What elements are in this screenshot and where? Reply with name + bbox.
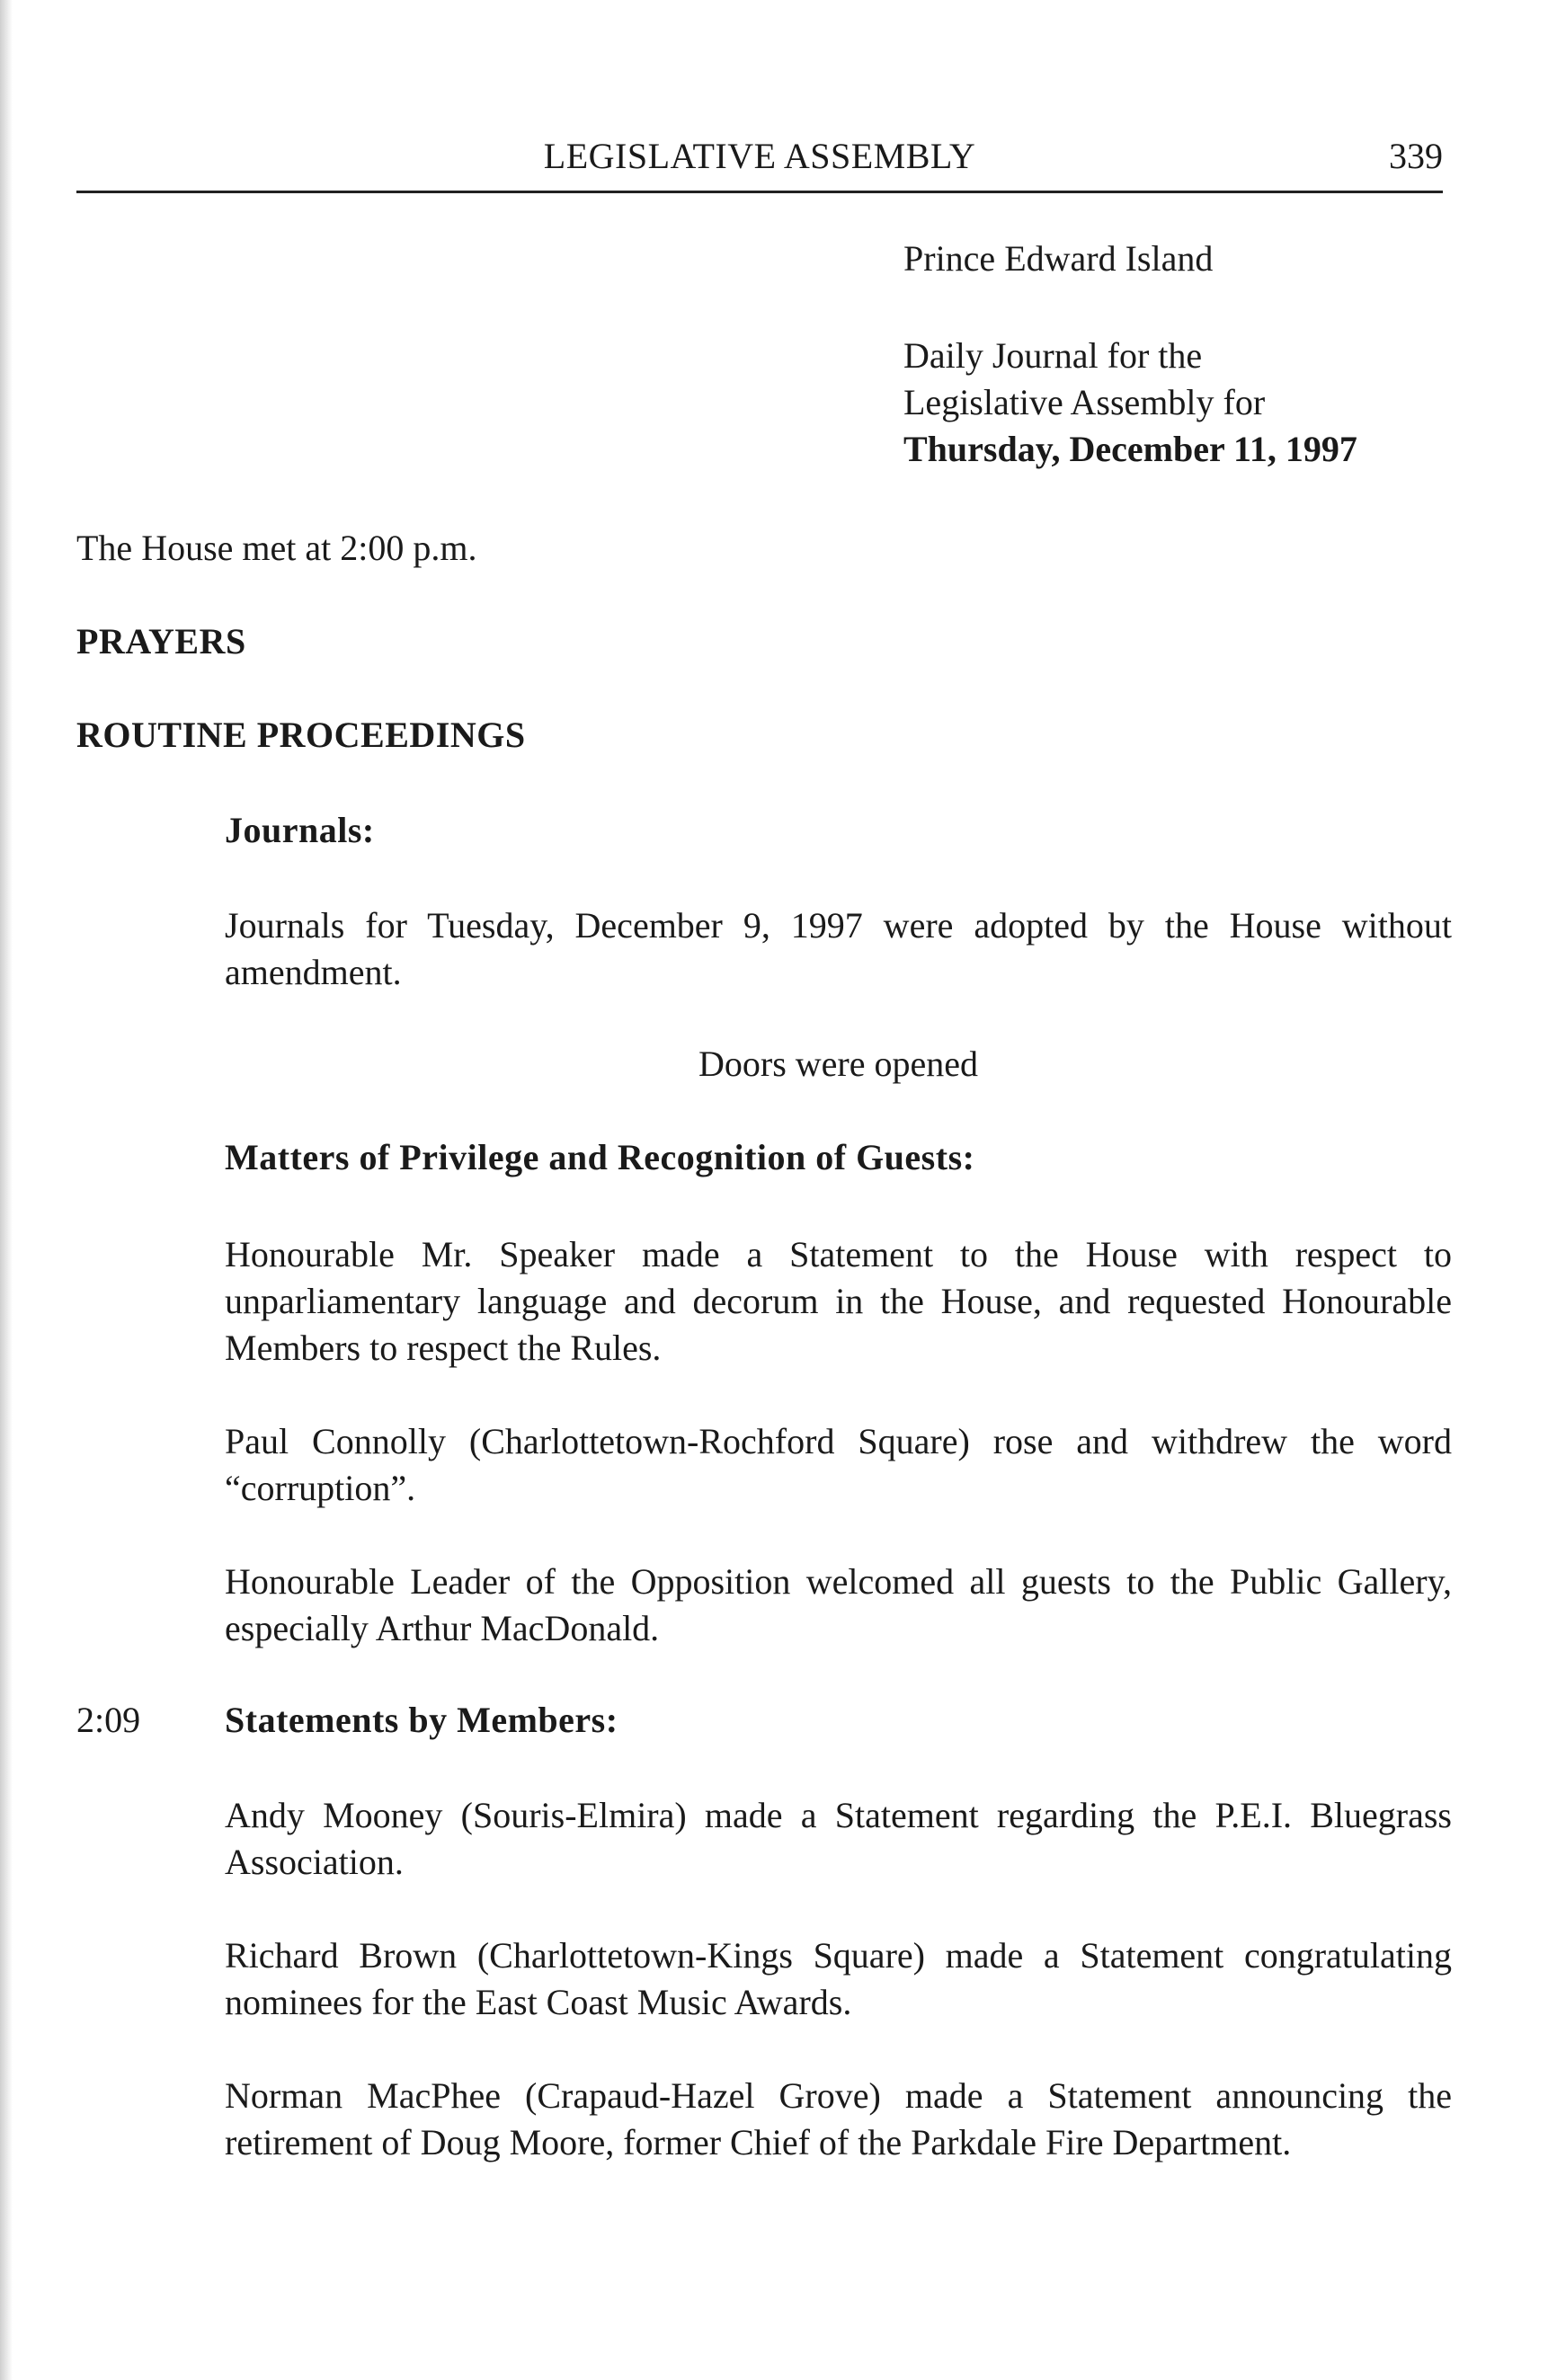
margin-time-note: 2:09 <box>76 1700 141 1740</box>
statement-paragraph: Andy Mooney (Souris-Elmira) made a Statement regarding the P.E.I. Bluegrass Association. <box>225 1795 1452 1882</box>
journals-paragraph: Journals for Tuesday, December 9, 1997 were adopted by the House without amendment. <box>225 905 1452 992</box>
speaker-statement-paragraph: Honourable Mr. Speaker made a Statement to the House with respect to unparliamentary language and decorum in the House, and requested Honourable Members to respect the Rules. <box>225 1234 1452 1368</box>
page-edge-shadow <box>0 0 13 2380</box>
journal-line-1: Daily Journal for the <box>903 335 1203 376</box>
journal-date: Thursday, December 11, 1997 <box>903 429 1357 469</box>
journals-heading: Journals: <box>225 810 375 850</box>
journal-line-2: Legislative Assembly for <box>903 382 1266 422</box>
statements-heading: Statements by Members: <box>225 1700 618 1740</box>
prayers-heading: PRAYERS <box>76 621 246 662</box>
doors-opened-line: Doors were opened <box>698 1043 978 1084</box>
running-title: LEGISLATIVE ASSEMBLY <box>543 136 976 176</box>
province-name: Prince Edward Island <box>903 238 1214 279</box>
header-rule <box>76 191 1443 193</box>
routine-proceedings-heading: ROUTINE PROCEEDINGS <box>76 715 526 755</box>
privilege-heading: Matters of Privilege and Recognition of Guests: <box>225 1137 975 1177</box>
statement-paragraph: Norman MacPhee (Crapaud-Hazel Grove) made a Statement announcing the retirement of Doug Moore, former Chief of the Parkdale Fire Department. <box>225 2075 1452 2162</box>
house-met-line: The House met at 2:00 p.m. <box>76 528 477 568</box>
page-number: 339 <box>1389 136 1443 176</box>
statement-paragraph: Richard Brown (Charlottetown-Kings Square) made a Statement congratulating nominees for the East Coast Music Awards. <box>225 1935 1452 2022</box>
guests-welcome-paragraph: Honourable Leader of the Opposition welcomed all guests to the Public Gallery, especially Arthur MacDonald. <box>225 1561 1452 1648</box>
withdrawal-paragraph: Paul Connolly (Charlottetown-Rochford Square) rose and withdrew the word “corruption”. <box>225 1421 1452 1508</box>
page-header <box>76 135 1443 189</box>
